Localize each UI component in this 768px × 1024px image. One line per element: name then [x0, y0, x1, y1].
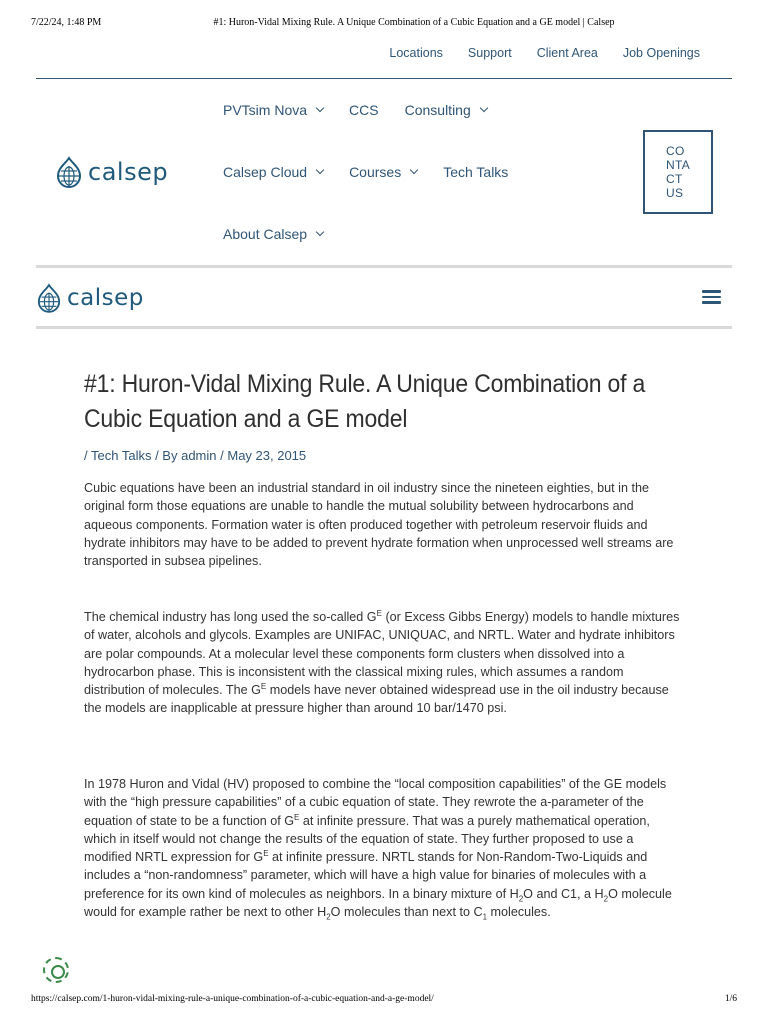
text-run: (or Excess Gibbs Energy) models to handle mixtures of water, alcohols and glycols. Examples are UNIFAC, UNIQUAC, and NRTL. Water and hydrate inhibitors are polar compounds. At a molecular level these components form clusters when dissolved into a hydrocarbon phase. This is inconsistent with the classical mixing rules, which assumes a random distribution of molecules. The G [84, 610, 680, 698]
top-links-bar [389, 46, 700, 60]
top-link-support[interactable]: Support [467, 46, 512, 60]
nav-item-tech-talks[interactable] [443, 164, 508, 180]
subscript: 1 [482, 912, 488, 922]
article-title: #1: Huron-Vidal Mixing Rule. A Unique Combination of a Cubic Equation and a GE model [84, 370, 646, 433]
nav-item-label: Consulting [404, 102, 471, 118]
text-run: models have never obtained widespread use in the oil industry because the models are inapplicable at pressure higher than around 10 bar/1470 psi. [84, 683, 669, 716]
logo-wordmark: calsep [88, 158, 169, 186]
header-divider [36, 265, 732, 268]
text-run: The chemical industry has long used the so-called G [84, 610, 377, 624]
chevron-down-icon [316, 228, 324, 236]
text-run: O molecules than next to C [330, 905, 483, 920]
contact-us-button[interactable] [643, 130, 713, 214]
nav-item-calsep-cloud[interactable] [223, 164, 323, 180]
mobile-header-divider [36, 326, 732, 329]
meta-separator: / By [151, 448, 182, 463]
chevron-down-icon [410, 166, 418, 174]
nav-item-label: Calsep Cloud [223, 164, 308, 180]
nav-item-label: PVTsim Nova [223, 102, 308, 118]
nav-item-label: Courses [349, 164, 402, 180]
subscript: 2 [518, 894, 524, 904]
chevron-down-icon [480, 104, 488, 112]
nav-item-pvtsim-nova[interactable] [223, 102, 323, 118]
superscript: E [260, 682, 267, 691]
chevron-down-icon [316, 166, 324, 174]
text-run: In 1978 Huron and Vidal (HV) proposed to combine the “local composition capabilities” of the GE models with the “high pressure capabilities” of a cubic equation of state. They rewrote the a-parameter of the equation of state to be a function of G [84, 777, 667, 828]
globe-drop-icon [37, 283, 61, 313]
print-page-title: #1: Huron-Vidal Mixing Rule. A Unique Combination of a Cubic Equation and a GE model | Calsep [213, 17, 615, 28]
meta-date: May 23, 2015 [227, 448, 307, 463]
meta-separator: / [84, 448, 91, 463]
print-page-number: 1/6 [724, 994, 737, 1004]
contact-us-label-line: US [666, 186, 684, 200]
meta-separator: / [216, 448, 228, 463]
hamburger-menu-icon[interactable] [702, 290, 721, 304]
top-divider [36, 78, 732, 79]
article-paragraph-1: Cubic equations have been an industrial standard in oil industry since the nineteen eighties, but in the original form those equations are unable to handle the mutual solubility between hydrocarbons and aqueous components. Formation water is often produced together with petroleum reservoir fluids and hydrate inhibitors may have to be added to prevent hydrate formation when unprocessed well streams are transported in subsea pipelines. [84, 481, 674, 569]
print-datetime: 7/22/24, 1:48 PM [31, 17, 102, 28]
nav-item-label: About Calsep [223, 226, 308, 242]
chevron-down-icon [316, 104, 324, 112]
contact-us-label-line: CT [666, 172, 683, 186]
nav-item-ccs[interactable] [349, 102, 379, 118]
text-run: O and C1, a H [523, 886, 604, 901]
text-run: O molecule would for example rather be next to other H [84, 886, 672, 920]
article-meta [84, 448, 684, 463]
top-link-locations[interactable]: Locations [389, 46, 443, 60]
globe-drop-icon [56, 156, 82, 188]
mobile-logo[interactable] [37, 283, 144, 313]
article-paragraph-2 [84, 608, 684, 718]
superscript: E [263, 849, 269, 858]
meta-author-link[interactable]: admin [181, 448, 217, 463]
top-link-client-area[interactable]: Client Area [536, 46, 598, 60]
meta-category-link[interactable]: Tech Talks [91, 448, 152, 463]
nav-item-label: CCS [349, 102, 379, 118]
nav-item-about-calsep[interactable] [223, 226, 323, 242]
subscript: 2 [326, 912, 331, 922]
print-header [31, 17, 737, 31]
top-link-job-openings[interactable]: Job Openings [622, 46, 700, 60]
article-paragraph-3 [84, 775, 684, 921]
print-url: https://calsep.com/1-huron-vidal-mixing-rule-a-unique-combination-of-a-cubic-equation-and-a-ge-model/ [31, 994, 434, 1004]
text-run: at infinite pressure. NRTL stands for Non-Random-Two-Liquids and includes a “non-randomness” parameter, which will have a high value for binaries of molecules with a preference for its own kind of molecules as neighbors. In a binary mixture of H [84, 850, 648, 901]
site-logo[interactable] [56, 156, 168, 188]
nav-item-consulting[interactable] [405, 102, 487, 118]
chat-widget-icon[interactable] [43, 957, 69, 983]
print-footer [31, 994, 737, 1008]
nav-item-label: Tech Talks [443, 164, 509, 180]
contact-us-label-line: CO [666, 144, 685, 158]
subscript: 2 [603, 894, 609, 904]
text-run: at infinite pressure. That was a purely mathematical operation, which in itself would not change the results of the equation of state. They further proposed to use a modified NRTL expression for G [84, 813, 650, 865]
superscript: E [294, 812, 300, 822]
article [84, 367, 684, 922]
logo-wordmark: calsep [67, 285, 144, 311]
text-run: molecules. [487, 905, 551, 920]
nav-item-courses[interactable] [349, 164, 417, 180]
contact-us-label-line: NTA [666, 158, 691, 172]
superscript: E [376, 608, 382, 618]
